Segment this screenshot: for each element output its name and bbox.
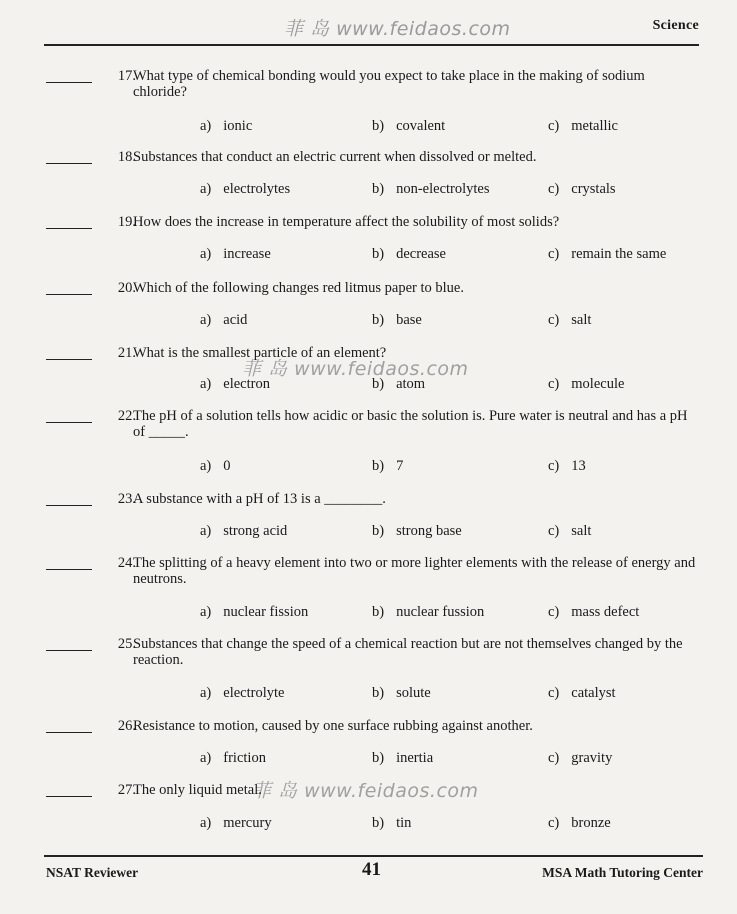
question-text: The pH of a solution tells how acidic or basic the solution is. Pure water is neutral and has a pH of _____. xyxy=(133,408,688,440)
choice-b[interactable]: b) 7 xyxy=(372,458,404,474)
choice-a[interactable]: a) friction xyxy=(200,750,266,766)
choice-c[interactable]: c) mass defect xyxy=(548,604,640,620)
choice-a[interactable]: a) mercury xyxy=(200,815,272,831)
choice-b[interactable]: b) decrease xyxy=(372,246,446,262)
question-text: The splitting of a heavy element into two or more lighter elements with the release of energy and neutrons. xyxy=(133,555,696,587)
page-header xyxy=(44,8,699,46)
answer-blank[interactable] xyxy=(46,650,92,651)
question-text: Which of the following changes red litmus paper to blue. xyxy=(133,280,464,296)
choice-a[interactable]: a) acid xyxy=(200,312,248,328)
choice-b[interactable]: b) tin xyxy=(372,815,412,831)
choice-c[interactable]: c) molecule xyxy=(548,376,625,392)
choice-c[interactable]: c) metallic xyxy=(548,118,618,134)
watermark-bottom: 菲 岛 www.feidaos.com xyxy=(252,780,479,802)
subject-title: Science xyxy=(652,18,699,33)
question-number: 25. xyxy=(117,636,136,652)
choice-c[interactable]: c) catalyst xyxy=(548,685,616,701)
choice-b[interactable]: b) atom xyxy=(372,376,426,392)
answer-blank[interactable] xyxy=(46,732,92,733)
question-number: 24. xyxy=(117,555,136,571)
choice-b[interactable]: b) solute xyxy=(372,685,431,701)
page-number: 41 xyxy=(362,859,381,880)
choice-c[interactable]: c) crystals xyxy=(548,181,616,197)
watermark-middle: 菲 岛 www.feidaos.com xyxy=(242,358,469,380)
choice-c[interactable]: c) gravity xyxy=(548,750,613,766)
choice-c[interactable]: c) bronze xyxy=(548,815,611,831)
answer-blank[interactable] xyxy=(46,294,92,295)
footer-publisher: MSA Math Tutoring Center xyxy=(542,865,703,880)
page-footer xyxy=(44,855,703,897)
choice-a[interactable]: a) electron xyxy=(200,376,270,392)
question-number: 23. xyxy=(117,491,136,507)
choice-a[interactable]: a) electrolyte xyxy=(200,685,285,701)
choice-a[interactable]: a) electrolytes xyxy=(200,181,291,197)
header-watermark: 菲 岛 www.feidaos.com xyxy=(284,18,511,40)
question-text: What is the smallest particle of an element? xyxy=(133,345,387,361)
choice-c[interactable]: c) salt xyxy=(548,312,592,328)
footer-book-title: NSAT Reviewer xyxy=(46,865,139,880)
choice-b[interactable]: b) base xyxy=(372,312,422,328)
question-number: 20. xyxy=(117,280,136,296)
question-number: 27. xyxy=(117,782,136,798)
answer-blank[interactable] xyxy=(46,569,92,570)
answer-blank[interactable] xyxy=(46,505,92,506)
choice-c[interactable]: c) 13 xyxy=(548,458,586,474)
answer-blank[interactable] xyxy=(46,796,92,797)
choice-b[interactable]: b) nuclear fussion xyxy=(372,604,485,620)
choice-c[interactable]: c) remain the same xyxy=(548,246,667,262)
answer-blank[interactable] xyxy=(46,228,92,229)
answer-blank[interactable] xyxy=(46,359,92,360)
answer-blank[interactable] xyxy=(46,422,92,423)
question-text: The only liquid metal. xyxy=(133,782,262,798)
question-number: 26. xyxy=(117,718,136,734)
question-text: Substances that conduct an electric current when dissolved or melted. xyxy=(133,149,537,165)
choice-b[interactable]: b) strong base xyxy=(372,523,462,539)
choice-a[interactable]: a) strong acid xyxy=(200,523,288,539)
choice-a[interactable]: a) nuclear fission xyxy=(200,604,309,620)
answer-blank[interactable] xyxy=(46,163,92,164)
question-number: 18. xyxy=(117,149,136,165)
question-number: 19. xyxy=(117,214,136,230)
question-number: 22. xyxy=(117,408,136,424)
answer-blank[interactable] xyxy=(46,82,92,83)
choice-a[interactable]: a) increase xyxy=(200,246,271,262)
choice-b[interactable]: b) inertia xyxy=(372,750,434,766)
question-number: 21. xyxy=(117,345,136,361)
question-text: Resistance to motion, caused by one surface rubbing against another. xyxy=(133,718,533,734)
choice-b[interactable]: b) covalent xyxy=(372,118,446,134)
question-text: Substances that change the speed of a chemical reaction but are not themselves changed by the reaction. xyxy=(133,636,683,668)
question-text: A substance with a pH of 13 is a ________. xyxy=(133,491,386,507)
choice-a[interactable]: a) ionic xyxy=(200,118,253,134)
question-text: What type of chemical bonding would you expect to take place in the making of sodium chloride? xyxy=(133,68,645,100)
question-number: 17. xyxy=(117,68,136,84)
question-text: How does the increase in temperature affect the solubility of most solids? xyxy=(133,214,560,230)
choice-c[interactable]: c) salt xyxy=(548,523,592,539)
choice-a[interactable]: a) 0 xyxy=(200,458,231,474)
choice-b[interactable]: b) non-electrolytes xyxy=(372,181,490,197)
